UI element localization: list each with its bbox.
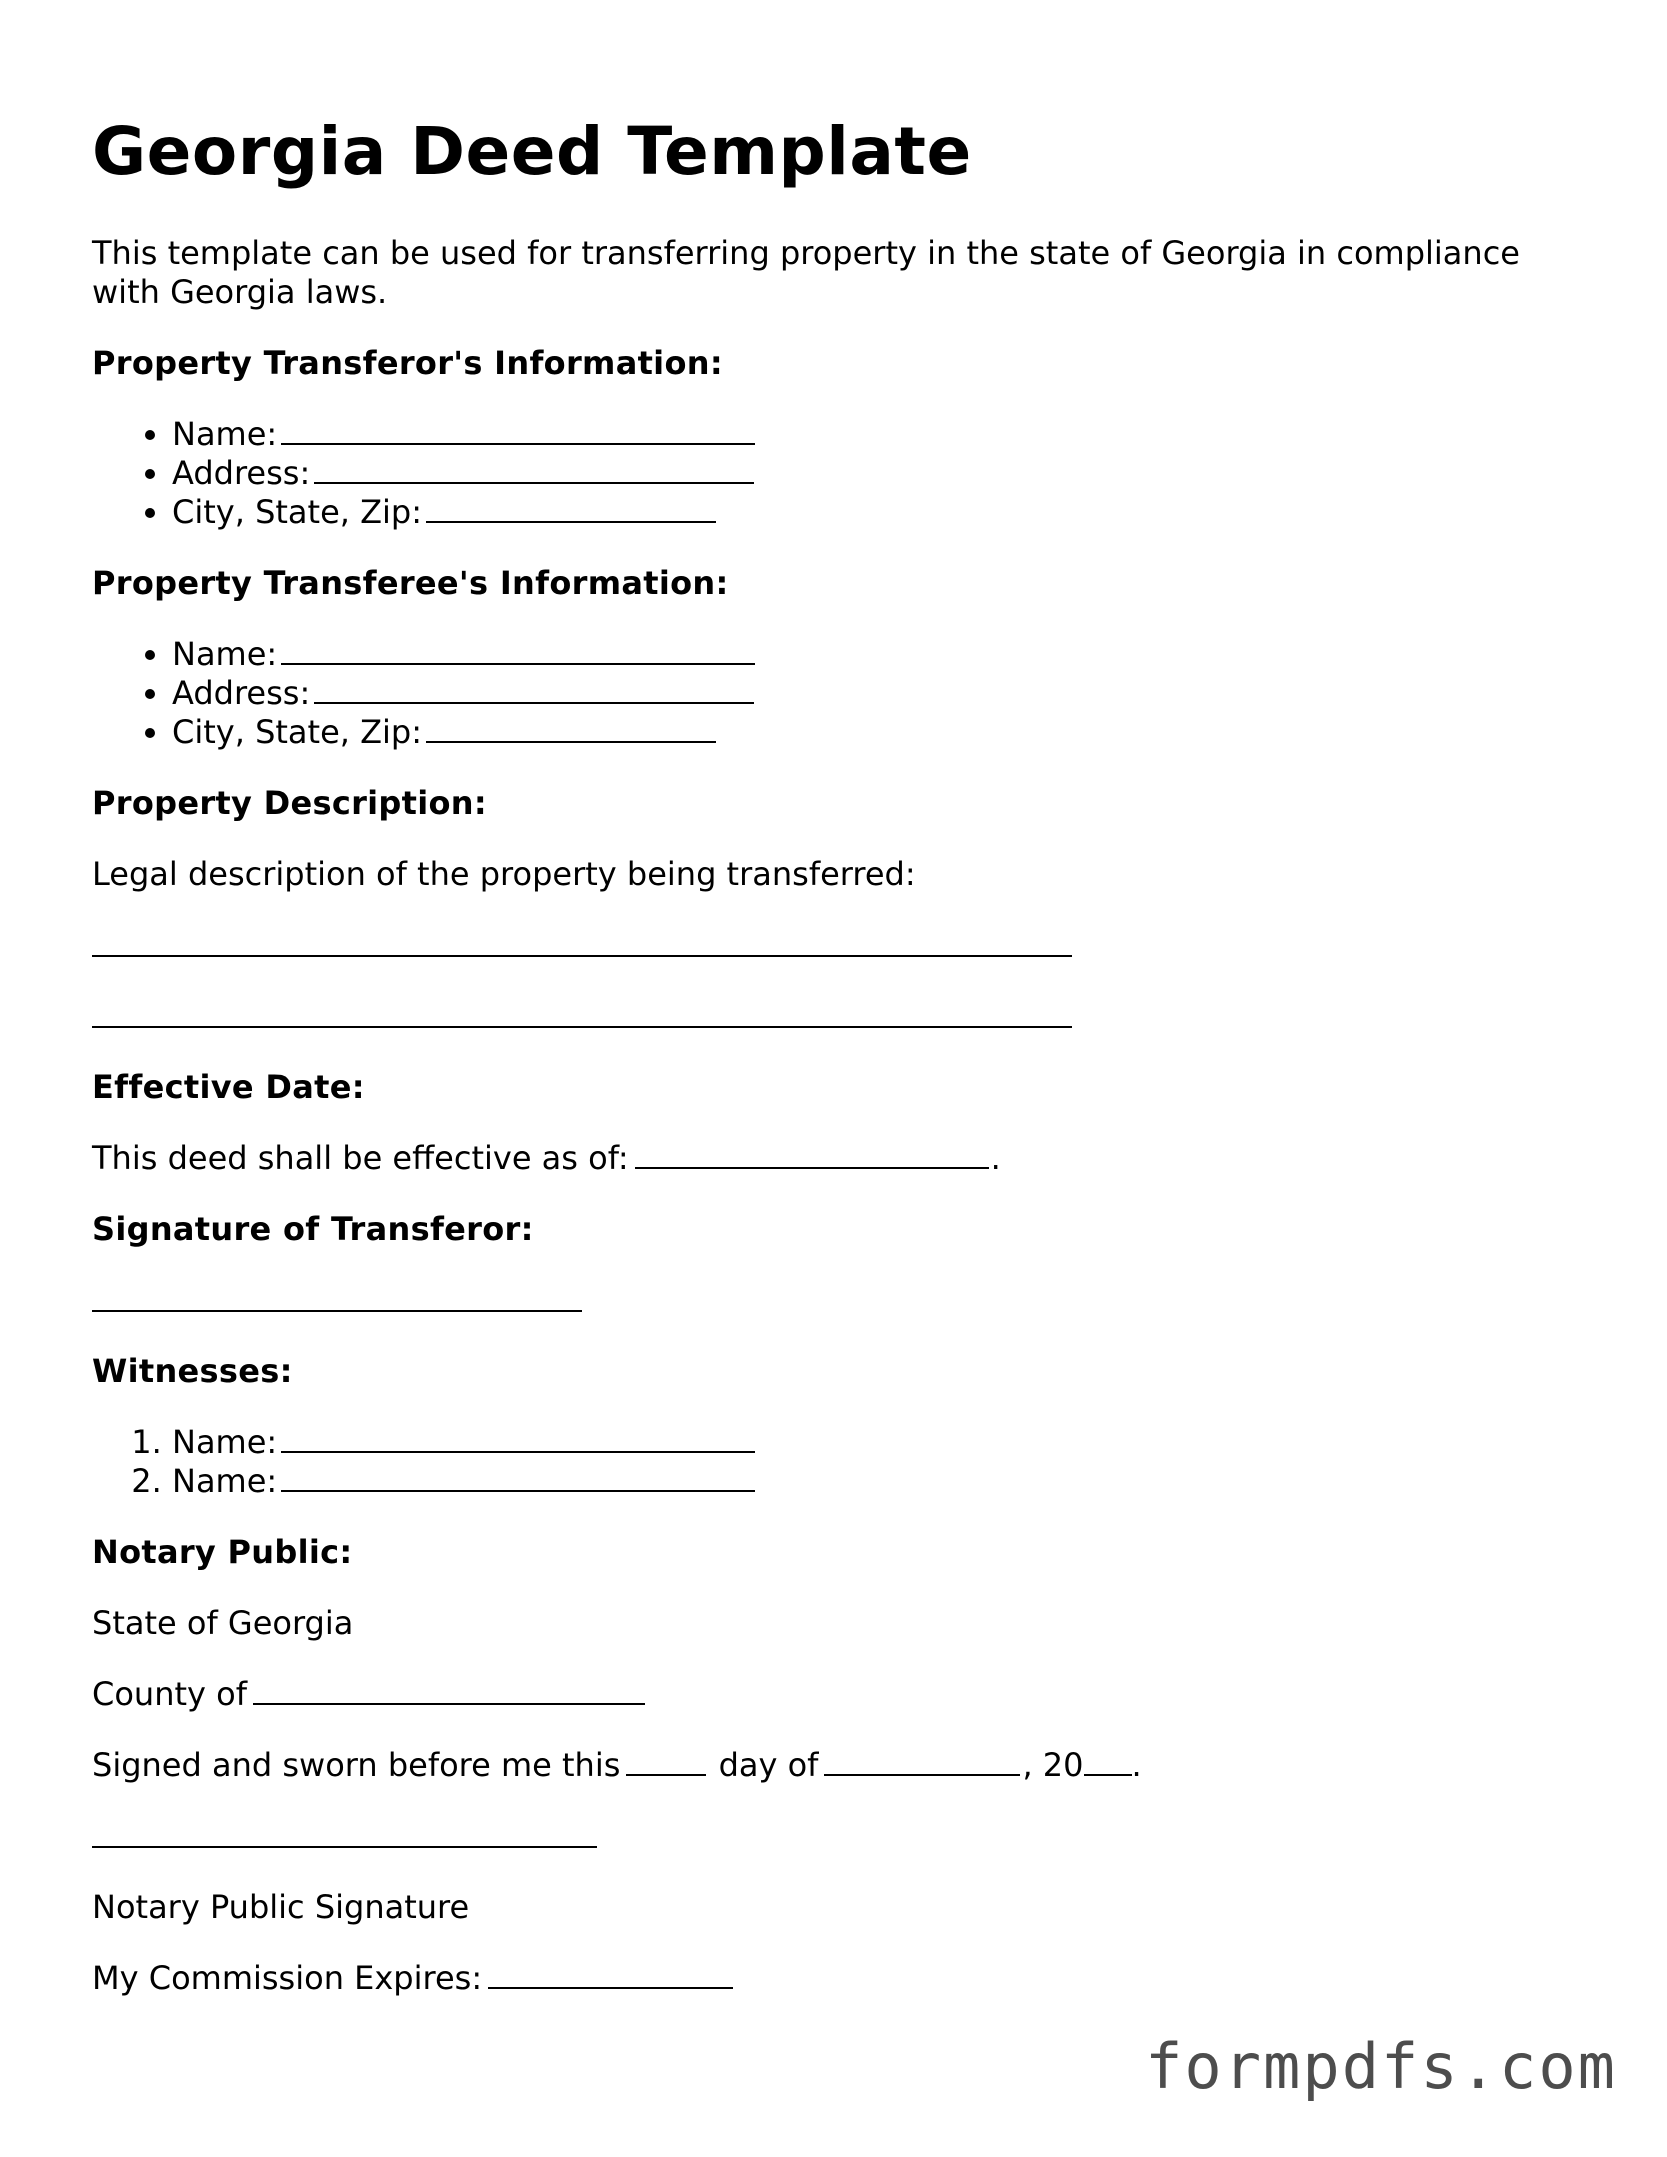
property-rule-1 [92,955,1072,957]
property-description-line-2[interactable] [92,997,1572,1036]
transferee-heading: Property Transferee's Information: [92,564,729,602]
transferor-name-blank[interactable] [281,415,755,445]
signature-rule [92,1310,582,1312]
signature-heading: Signature of Transferor: [92,1210,534,1248]
transferor-address-field: • Address: [172,454,1572,493]
transferee-address-blank[interactable] [314,674,754,704]
notary-signature-line[interactable] [92,1817,1572,1856]
commission-line: My Commission Expires: [92,1959,1572,1998]
notary-state: State of Georgia [92,1604,354,1642]
transferor-fields [92,415,1572,532]
transferor-city-blank[interactable] [426,493,716,523]
transferor-heading: Property Transferor's Information: [92,344,723,382]
witness-1-field: 1. Name: [172,1423,1572,1462]
deed-document [92,112,1572,2030]
effective-date-blank[interactable] [635,1139,989,1169]
witness-2-field: 2. Name: [172,1462,1572,1501]
effective-heading: Effective Date: [92,1068,365,1106]
sworn-month-blank[interactable] [824,1746,1020,1776]
property-label: Legal description of the property being transferred: [92,855,916,893]
commission-blank[interactable] [488,1959,733,1989]
witness-2-blank[interactable] [281,1462,755,1492]
notary-signature-label: Notary Public Signature [92,1888,470,1926]
sworn-year-blank[interactable] [1084,1746,1132,1776]
sworn-day-blank[interactable] [626,1746,706,1776]
transferee-fields [92,635,1572,752]
page-title: Georgia Deed Template [92,113,972,190]
notary-heading: Notary Public: [92,1533,353,1571]
intro-text: This template can be used for transferring property in the state of Georgia in compliance with Georgia laws. [92,234,1520,311]
transferee-address-field: • Address: [172,674,1572,713]
transferor-signature-line[interactable] [92,1281,1572,1320]
transferee-city-blank[interactable] [426,713,716,743]
effective-date-line: This deed shall be effective as of: . [92,1139,1001,1177]
property-rule-2 [92,1026,1072,1028]
watermark-logo: formpdfs.com [1145,2030,1617,2103]
transferee-name-blank[interactable] [281,635,755,665]
notary-sworn-line: Signed and sworn before me this day of , 20 . [92,1746,1142,1784]
notary-county-line: County of [92,1675,1572,1714]
transferor-address-blank[interactable] [314,454,754,484]
witnesses-heading: Witnesses: [92,1352,293,1390]
transferee-name-field: • Name: [172,635,1572,674]
county-blank[interactable] [253,1675,645,1705]
notary-signature-rule [92,1846,597,1848]
witness-1-blank[interactable] [281,1423,755,1453]
transferor-city-field: • City, State, Zip: [172,493,1572,532]
property-heading: Property Description: [92,784,487,822]
property-description-line-1[interactable] [92,926,1572,965]
transferee-city-field: • City, State, Zip: [172,713,1572,752]
transferor-name-field: • Name: [172,415,1572,454]
witness-fields [92,1423,1572,1501]
